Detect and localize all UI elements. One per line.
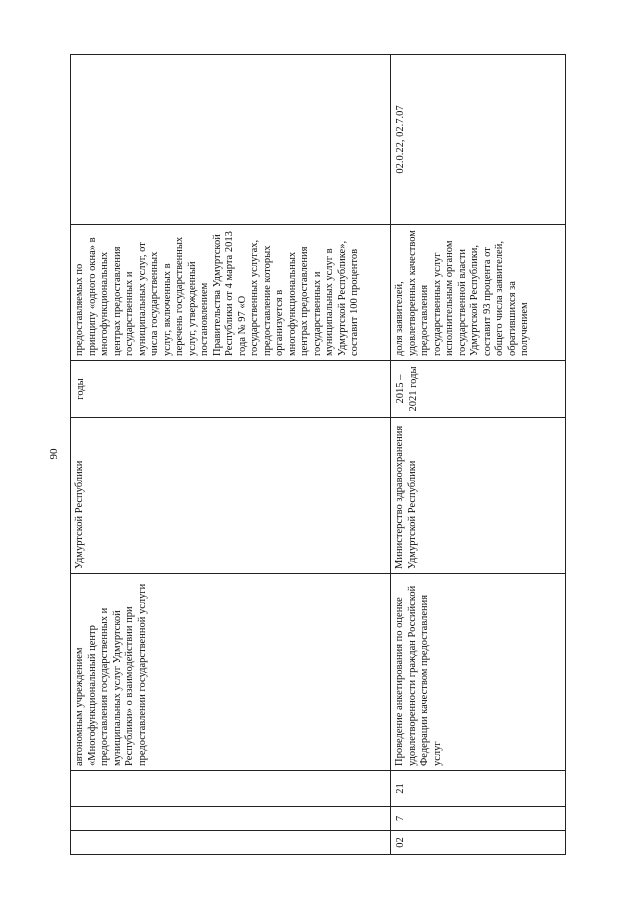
cell-measure-name: Проведение анкетирования по оценке удовлетворенности граждан Российской Федерации качеством предоставления услуг <box>391 574 566 771</box>
cell-period: 2015 – 2021 годы <box>391 361 566 418</box>
cell-subprogram-code <box>71 807 391 831</box>
cell-measure-number <box>71 771 391 807</box>
page-number: 90 <box>48 448 60 460</box>
cell-expected-result: предоставляемых по принципу «одного окна» в многофункциональных центрах предоставления государственных и муниципальных услуг, от числа государственных услуг, включенных в перечень государственных услуг, утвержденный постановлением Правительства Удмуртской Республики от 4 марта 2013 года № 97 «О государственных услугах, предоставление которых организуется в многофункциональных центрах предоставления государственных и муниципальных услуг в Удмуртской Республике», составит 100 процентов <box>71 225 391 361</box>
program-table <box>70 54 566 855</box>
cell-subprogram-code: 7 <box>391 807 566 831</box>
cell-measure-number: 21 <box>391 771 566 807</box>
rotated-table-container <box>70 55 565 855</box>
cell-expected-result: доля заявителей, удовлетворенных качеством предоставления государственных услуг исполнительным органом государственной власти Удмуртской Республики, составит 93 процента от общего числа заявителей, обратившихся за получением <box>391 225 566 361</box>
table-row <box>71 55 391 855</box>
cell-program-code <box>71 831 391 855</box>
cell-executor: Удмуртской Республики <box>71 418 391 574</box>
cell-program-code: 02 <box>391 831 566 855</box>
table-row <box>391 55 566 855</box>
cell-period: годы <box>71 361 391 418</box>
cell-indicator-link: 02.0.22, 02.7.07 <box>391 55 566 225</box>
cell-measure-name: автономным учреждением «Многофункциональный центр предоставления государственных и муниципальных услуг Удмуртской Республики» о взаимодействии при предоставлении государственной услуги <box>71 574 391 771</box>
cell-executor: Министерство здравоохранения Удмуртской Республики <box>391 418 566 574</box>
cell-indicator-link <box>71 55 391 225</box>
